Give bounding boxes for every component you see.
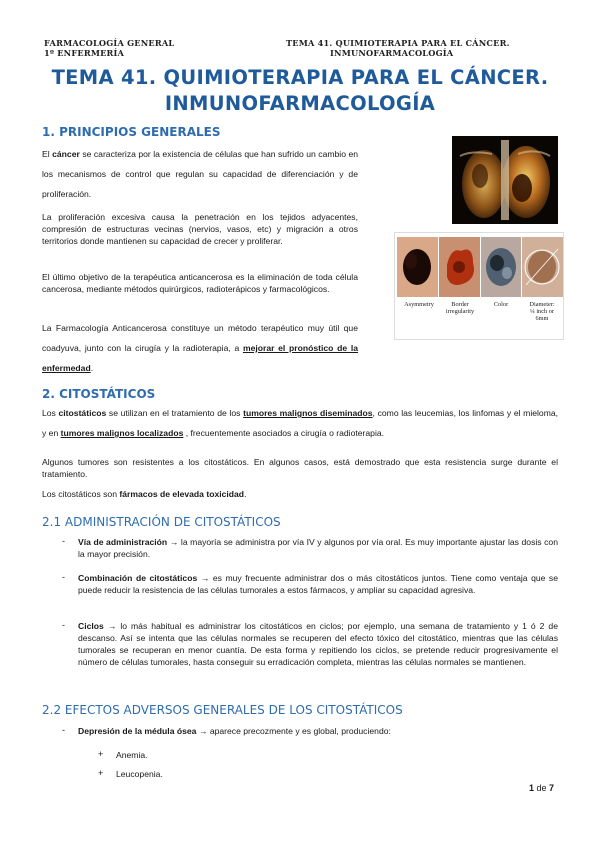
melanoma-asymmetry-photo bbox=[397, 237, 438, 297]
melanoma-color-photo bbox=[481, 237, 522, 297]
sublist-item-leucopenia: Leucopenia. bbox=[116, 769, 163, 779]
lung-cancer-xray-image bbox=[452, 136, 558, 224]
paragraph-cancer-definition: El cáncer se caracteriza por la existencia de células que han sufrido un cambio en los mecanismos de control que regulan su capacidad de diferenciación y de proliferación. bbox=[42, 149, 359, 199]
list-item-medula-osea: Depresión de la médula ósea → aparece precozmente y es global, produciendo: bbox=[78, 726, 391, 736]
paragraph-resistance: Algunos tumores son resistentes a los citostáticos. En algunos casos, está demostrado que esta resistencia surge durante el tratamiento. bbox=[42, 457, 558, 479]
subsection-heading-administracion: 2.1 ADMINISTRACIÓN DE CITOSTÁTICOS bbox=[42, 515, 281, 529]
melanoma-abcd-image bbox=[394, 232, 564, 340]
list-item-via: Vía de administración → la mayoría se administra por vía IV y algunos por vía oral. Es muy importante ajustar las dosis con la mayor precisión. bbox=[78, 537, 558, 559]
sublist-bullet: + bbox=[98, 768, 104, 778]
xray-illustration bbox=[452, 136, 558, 224]
caption-color: Color bbox=[493, 301, 509, 308]
sublist-bullet: + bbox=[98, 749, 104, 759]
header-course: 1º ENFERMERÍA bbox=[44, 48, 125, 58]
page-title-line1: TEMA 41. QUIMIOTERAPIA PARA EL CÁNCER. bbox=[51, 66, 549, 89]
asymmetry-lesion bbox=[397, 237, 438, 297]
header-topic-sub: INMUNOFARMACOLOGÍA bbox=[330, 48, 454, 58]
emphasis-localizados: tumores malignos localizados bbox=[60, 428, 184, 438]
list-bullet: - bbox=[62, 572, 65, 582]
emphasis-diseminados: tumores malignos diseminados bbox=[243, 408, 373, 418]
header-topic: TEMA 41. QUIMIOTERAPIA PARA EL CÁNCER. bbox=[286, 38, 510, 48]
border-lesion bbox=[439, 237, 480, 297]
melanoma-diameter-photo bbox=[522, 237, 563, 297]
caption-asymmetry: Asymmetry bbox=[404, 301, 434, 308]
caption-border: Border irregularity bbox=[445, 301, 475, 315]
page-number: 1 de 7 bbox=[529, 783, 555, 793]
emphasis-prognosis: mejorar el pronóstico de la enfermedad bbox=[42, 343, 358, 373]
term-cancer: cáncer bbox=[52, 149, 80, 159]
list-bullet: - bbox=[62, 536, 65, 546]
running-header-left bbox=[44, 38, 174, 58]
paragraph-proliferation: La proliferación excesiva causa la penetración en los tejidos adyacentes, compresión de estructuras vecinas (nervios, vasos, etc) y migración a otros territorios donde mantienen su capacidad de crecer y proliferar. bbox=[42, 212, 358, 246]
subsection-heading-efectos-adversos: 2.2 EFECTOS ADVERSOS GENERALES DE LOS CITOSTÁTICOS bbox=[42, 703, 403, 717]
melanoma-photo-strip bbox=[397, 237, 563, 297]
section-heading-citostaticos: 2. CITOSTÁTICOS bbox=[42, 387, 156, 401]
paragraph-anticancer-pharmacology: La Farmacología Anticancerosa constituye un método terapéutico muy útil que coadyuva, junto con la cirugía y la radioterapia, a mejorar el pronóstico de la enfermedad. bbox=[42, 323, 358, 373]
melanoma-border-photo bbox=[439, 237, 480, 297]
running-header-right bbox=[286, 38, 510, 58]
paragraph-toxicity: Los citostáticos son fármacos de elevada toxicidad. bbox=[42, 489, 247, 499]
sublist-item-anemia: Anemia. bbox=[116, 750, 148, 760]
term-toxicity: fármacos de elevada toxicidad bbox=[119, 489, 245, 499]
list-item-combinacion: Combinación de citostáticos → es muy frecuente administrar dos o más citostáticos juntos. Tiene como ventaja que se puede reducir la resistencia de las células tumorales a estos fármacos, y ampliar su capacidad agresiva. bbox=[78, 573, 558, 595]
list-bullet: - bbox=[62, 620, 65, 630]
header-subject: FARMACOLOGÍA GENERAL bbox=[44, 38, 175, 48]
diameter-lesion bbox=[522, 237, 563, 297]
list-bullet: - bbox=[62, 725, 65, 735]
page-title-line2: INMUNOFARMACOLOGÍA bbox=[164, 92, 436, 115]
list-item-ciclos: Ciclos → lo más habitual es administrar los citostáticos en ciclos; por ejemplo, una semana de tratamiento y 1 ó 2 de descanso. Así se intenta que las células normales se recuperen del efecto tóxico del citostático, mientras que las células tumorales se recuperan en menor cuantía. De esta forma y repitiendo los ciclos, se pretende reducir progresivamente el número de células tumorales, hasta conseguir su erradicación completa, mientras las células normales se mantienen. bbox=[78, 621, 558, 667]
paragraph-citostaticos-use: Los citostáticos se utilizan en el tratamiento de los tumores malignos diseminados, como las leucemias, los linfomas y el mieloma, y en tumores malignos localizados , frecuentemente asociados a cirugía o radioterapia. bbox=[42, 408, 559, 438]
color-lesion bbox=[481, 237, 522, 297]
term-citostaticos: citostáticos bbox=[58, 408, 107, 418]
section-heading-principios: 1. PRINCIPIOS GENERALES bbox=[42, 125, 221, 139]
paragraph-objective: El último objetivo de la terapéutica anticancerosa es la eliminación de toda célula cancerosa, mediante métodos quirúrgicos, radioterápicos y farmacológicos. bbox=[42, 272, 358, 294]
caption-diameter: Diameter: ¼ inch or 6mm bbox=[529, 301, 555, 322]
